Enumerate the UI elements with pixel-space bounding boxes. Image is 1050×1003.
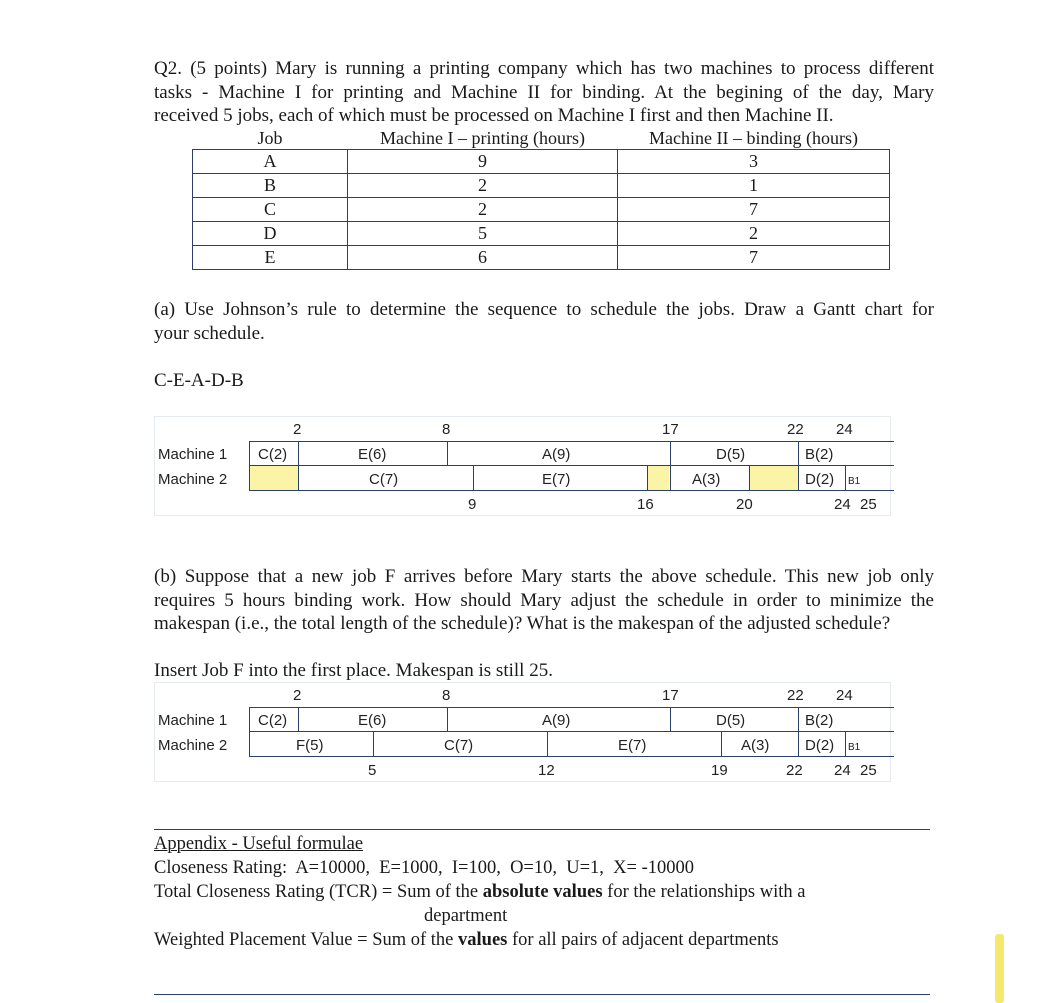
part-a-line: your schedule. xyxy=(154,322,265,344)
m2-job-c: C(7) xyxy=(369,471,399,488)
m1-job-b: B(2) xyxy=(805,712,834,729)
binding-cell: 3 xyxy=(618,150,890,174)
m2-job-a: A(3) xyxy=(741,737,770,754)
part-a-question xyxy=(154,298,934,345)
tick-label: 24 xyxy=(834,496,851,513)
part-a-answer: C-E-A-D-B xyxy=(154,370,244,391)
gantt-b-svg xyxy=(154,682,894,784)
m1-job-a: A(9) xyxy=(542,446,571,463)
job-cell: C xyxy=(193,198,348,222)
m2-job-a: A(3) xyxy=(692,471,721,488)
tick-label: 2 xyxy=(293,687,302,704)
tick-label: 8 xyxy=(442,421,451,438)
tcr-line-2: department xyxy=(424,906,508,926)
part-b-line: (b) Suppose that a new job F arrives before Mary starts the above schedule. This new job only xyxy=(154,566,934,587)
table-row xyxy=(193,246,890,270)
question-intro xyxy=(154,57,934,128)
m1-job-e: E(6) xyxy=(358,446,387,463)
tick-label: 19 xyxy=(711,762,728,779)
appendix-bottom-rule xyxy=(154,994,930,995)
tcr-prefix: Total Closeness Rating (TCR) = Sum of the xyxy=(154,882,483,902)
wpv-suffix: for all pairs of adjacent departments xyxy=(507,930,779,950)
job-cell: B xyxy=(193,174,348,198)
row-label-machine-1: Machine 1 xyxy=(158,446,228,463)
table-row xyxy=(193,150,890,174)
part-b-question xyxy=(154,565,934,636)
m1-job-c: C(2) xyxy=(258,446,288,463)
header-machine-1: Machine I – printing (hours) xyxy=(380,128,585,148)
binding-cell: 1 xyxy=(618,174,890,198)
tick-label: 2 xyxy=(293,421,302,438)
printing-cell: 2 xyxy=(348,174,618,198)
printing-cell: 6 xyxy=(348,246,618,270)
job-cell: E xyxy=(193,246,348,270)
gantt-chart-b xyxy=(154,682,894,784)
job-cell: D xyxy=(193,222,348,246)
appendix-top-rule xyxy=(154,829,930,830)
m1-job-b: B(2) xyxy=(805,446,834,463)
printing-cell: 5 xyxy=(348,222,618,246)
m1-job-c: C(2) xyxy=(258,712,288,729)
binding-cell: 2 xyxy=(618,222,890,246)
m2-job-b: B1 xyxy=(848,742,861,753)
part-b-line: requires 5 hours binding work. How should Mary adjust the schedule in order to minimize the xyxy=(154,589,934,611)
intro-line: tasks - Machine I for printing and Machine II for binding. At the begining of the day, Mary xyxy=(154,81,934,103)
wpv-bold: values xyxy=(458,930,508,950)
part-a-line: (a) Use Johnson’s rule to determine the sequence to schedule the jobs. Draw a Gantt chart for xyxy=(154,299,934,320)
m1-job-e: E(6) xyxy=(358,712,387,729)
m2-job-e: E(7) xyxy=(542,471,571,488)
appendix xyxy=(154,832,934,952)
m1-job-a: A(9) xyxy=(542,712,571,729)
appendix-title: Appendix - Useful formulae xyxy=(154,834,364,854)
tick-label: 8 xyxy=(442,687,451,704)
binding-cell: 7 xyxy=(618,246,890,270)
table-header-row xyxy=(193,127,890,150)
tick-label: 22 xyxy=(787,421,804,438)
job-cell: A xyxy=(193,150,348,174)
tcr-bold: absolute values xyxy=(482,882,603,902)
m2-job-c: C(7) xyxy=(444,737,474,754)
part-b-answer: Insert Job F into the first place. Makespan is still 25. xyxy=(154,660,553,681)
m1-job-d: D(5) xyxy=(716,712,746,729)
intro-line: Q2. (5 points) Mary is running a printing company which has two machines to process different xyxy=(154,58,934,79)
tick-label: 17 xyxy=(662,421,679,438)
header-machine-2: Machine II – binding (hours) xyxy=(649,128,858,148)
tick-label: 22 xyxy=(786,762,803,779)
tick-label: 9 xyxy=(468,496,477,513)
wpv-prefix: Weighted Placement Value = Sum of the xyxy=(154,930,459,950)
tcr-suffix: for the relationships with a xyxy=(602,882,806,902)
m2-job-b: B1 xyxy=(848,476,861,487)
closeness-rating: Closeness Rating: A=10000, E=1000, I=100, O=10, U=1, X= -10000 xyxy=(154,858,694,878)
jobs-table xyxy=(192,127,890,270)
tick-label: 17 xyxy=(662,687,679,704)
gantt-a-svg xyxy=(154,416,894,518)
tick-label: 25 xyxy=(860,496,877,513)
tick-label: 24 xyxy=(836,687,853,704)
tick-label: 25 xyxy=(860,762,877,779)
idle-block xyxy=(749,466,798,490)
row-label-machine-1: Machine 1 xyxy=(158,712,228,729)
wpv-formula xyxy=(154,928,934,952)
binding-cell: 7 xyxy=(618,198,890,222)
printing-cell: 2 xyxy=(348,198,618,222)
table-row xyxy=(193,174,890,198)
header-job: Job xyxy=(257,128,283,148)
tcr-formula xyxy=(154,880,934,904)
tick-label: 22 xyxy=(787,687,804,704)
printing-cell: 9 xyxy=(348,150,618,174)
idle-block xyxy=(647,466,669,490)
tick-label: 5 xyxy=(368,762,377,779)
tick-label: 12 xyxy=(538,762,555,779)
m2-job-e: E(7) xyxy=(618,737,647,754)
table-row xyxy=(193,198,890,222)
m1-job-d: D(5) xyxy=(716,446,746,463)
row-label-machine-2: Machine 2 xyxy=(158,737,228,754)
gantt-chart-a xyxy=(154,416,894,518)
table-row xyxy=(193,222,890,246)
tick-label: 24 xyxy=(836,421,853,438)
m2-job-f: F(5) xyxy=(296,737,324,754)
intro-line: received 5 jobs, each of which must be processed on Machine I first and then Machine II. xyxy=(154,105,834,126)
part-b-line: makespan (i.e., the total length of the schedule)? What is the makespan of the adjusted schedule? xyxy=(154,613,891,634)
m2-job-d: D(2) xyxy=(805,737,835,754)
tick-label: 24 xyxy=(834,762,851,779)
idle-block xyxy=(249,466,298,490)
tick-label: 16 xyxy=(637,496,654,513)
highlighter-mark xyxy=(995,934,1004,1003)
tick-label: 20 xyxy=(736,496,753,513)
row-label-machine-2: Machine 2 xyxy=(158,471,228,488)
m2-job-d: D(2) xyxy=(805,471,835,488)
